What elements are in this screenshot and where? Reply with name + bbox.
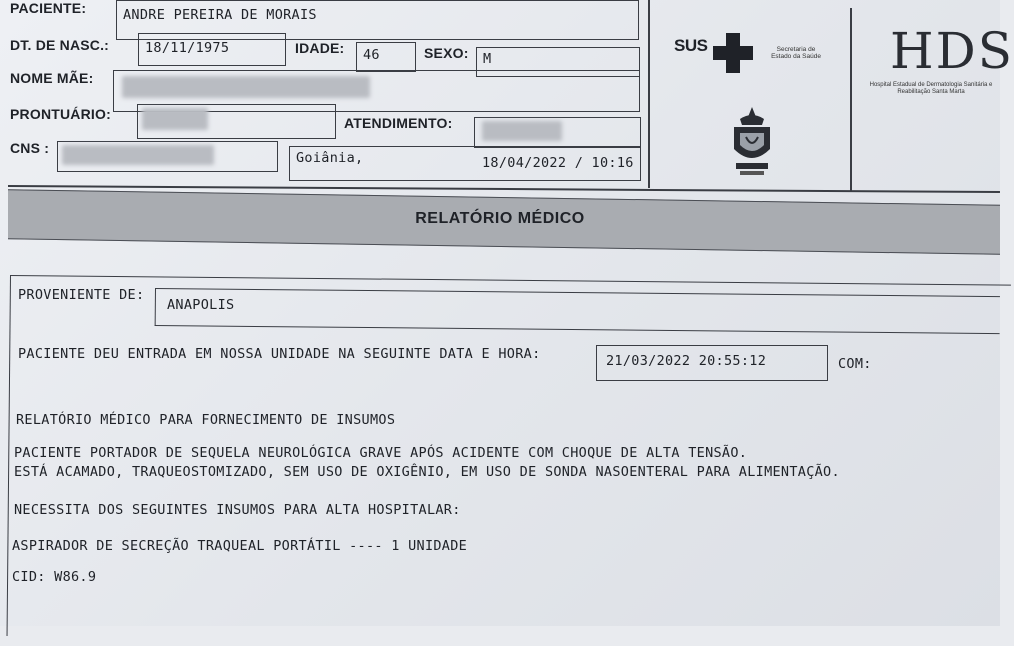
proveniente-value: ANAPOLIS: [167, 297, 235, 313]
hds-subtitle: Hospital Estadual de Dermatologia Sanitária e Reabilitação Santa Marta: [869, 82, 993, 95]
redacted-cns: [62, 145, 214, 165]
paciente-label: PACIENTE:: [10, 0, 87, 16]
atendimento-label: ATENDIMENTO:: [344, 115, 453, 131]
proveniente-field: [155, 288, 1000, 334]
header-divider-2: [850, 8, 852, 192]
relatorio-line-2: PACIENTE PORTADOR DE SEQUELA NEUROLÓGICA GRAVE APÓS ACIDENTE COM CHOQUE DE ALTA TENSÃO.: [14, 445, 748, 461]
nasc-label: DT. DE NASC.:: [10, 37, 110, 53]
hds-logo-text: HDS: [890, 22, 1014, 80]
datahora-value: 18/04/2022 / 10:16: [482, 155, 634, 171]
entrada-value: 21/03/2022 20:55:12: [606, 353, 767, 369]
idade-field: 46: [356, 42, 416, 72]
cid-line: CID: W86.9: [12, 569, 97, 585]
secretaria-text: Secretaria de Estado da Saúde: [771, 46, 821, 60]
relatorio-line-4: NECESSITA DOS SEGUINTES INSUMOS PARA ALTA HOSPITALAR:: [14, 502, 461, 518]
sus-logo-text: SUS: [674, 36, 708, 55]
cidade-value: Goiânia,: [296, 150, 364, 166]
relatorio-line-3: ESTÁ ACAMADO, TRAQUEOSTOMIZADO, SEM USO DE OXIGÊNIO, EM USO DE SONDA NASOENTERAL PARA ALIMENTAÇÃO.: [14, 464, 840, 480]
entrada-label: PACIENTE DEU ENTRADA EM NOSSA UNIDADE NA SEGUINTE DATA E HORA:: [18, 346, 541, 362]
sexo-label: SEXO:: [424, 45, 469, 61]
paciente-field: ANDRE PEREIRA DE MORAIS: [116, 0, 639, 40]
goias-crest-icon: [726, 105, 778, 177]
com-label: COM:: [838, 356, 872, 372]
redacted-mae: [122, 76, 370, 98]
mae-label: NOME MÃE:: [10, 70, 94, 86]
cns-label: CNS :: [10, 140, 50, 156]
sus-cross-icon: [713, 33, 753, 73]
relatorio-line-5: ASPIRADOR DE SECREÇÃO TRAQUEAL PORTÁTIL ---- 1 UNIDADE: [12, 538, 468, 554]
header-divider-1: [648, 0, 650, 188]
redacted-atendimento: [482, 121, 562, 141]
idade-label: IDADE:: [295, 40, 345, 56]
proveniente-label: PROVENIENTE DE:: [18, 287, 145, 303]
nasc-field: 18/11/1975: [138, 33, 286, 66]
section-title: RELATÓRIO MÉDICO: [415, 210, 585, 227]
sexo-field: M: [476, 47, 640, 77]
redacted-prontuario: [142, 108, 208, 130]
relatorio-line-1: RELATÓRIO MÉDICO PARA FORNECIMENTO DE INSUMOS: [16, 412, 396, 428]
prontuario-label: PRONTUÁRIO:: [10, 106, 111, 122]
